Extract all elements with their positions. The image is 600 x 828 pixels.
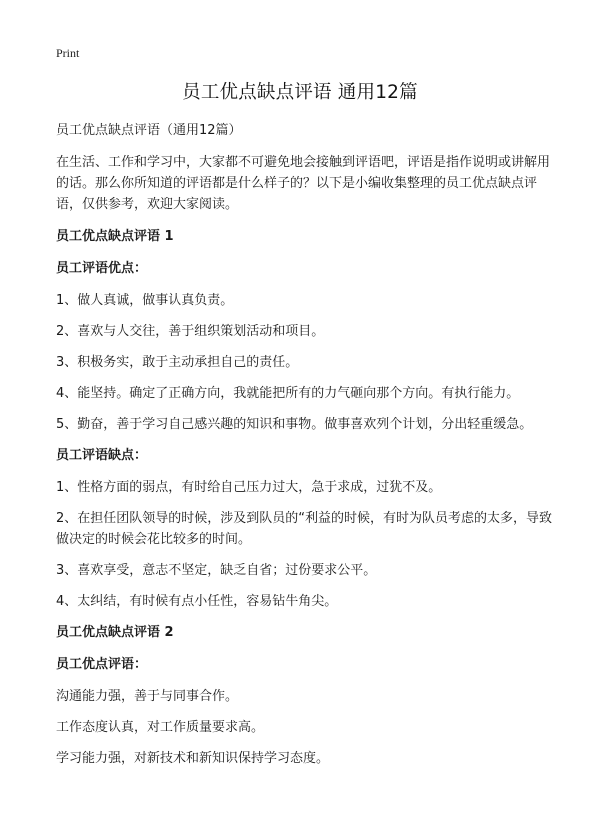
print-link[interactable]: Print [56,46,80,60]
merit-item: 2、喜欢与人交往，善于组织策划活动和项目。 [56,324,325,339]
article-subtitle: 员工优点缺点评语（通用12篇） [56,123,242,138]
merit-item: 5、勤奋，善于学习自己感兴趣的知识和事物。做事喜欢列个计划，分出轻重缓急。 [56,417,533,432]
merit-item: 学习能力强，对新技术和新知识保持学习态度。 [56,751,330,766]
flaw-item: 1、性格方面的弱点，有时给自己压力过大，急于求成，过犹不及。 [56,480,442,495]
section-heading: 员工优点缺点评语 1 [56,229,174,244]
flaw-item: 2、在担任团队领导的时候，涉及到队员的“利益的时候，有时为队员考虑的太多，导致做决定的时候会花比较多的时间。 [56,511,553,547]
merits-heading: 员工评语优点： [56,261,148,276]
merit-item: 工作态度认真，对工作质量要求高。 [56,720,265,735]
section-heading: 员工优点缺点评语 2 [56,625,174,640]
flaw-item: 4、太纠结，有时候有点小任性，容易钻牛角尖。 [56,594,338,609]
merits-heading: 员工优点评语： [56,657,148,672]
merit-item: 3、积极务实，敢于主动承担自己的责任。 [56,355,299,370]
flaws-heading: 员工评语缺点： [56,448,148,463]
flaw-item: 3、喜欢享受，意志不坚定，缺乏自省；过份要求公平。 [56,563,377,578]
intro-paragraph: 在生活、工作和学习中，大家都不可避免地会接触到评语吧，评语是指作说明或讲解用的话。那么你所知道的评语都是什么样子的？以下是小编收集整理的员工优点缺点评语，仅供参考，欢迎大家阅读。 [56,155,551,212]
article-body [56,120,556,779]
merit-item: 4、能坚持。确定了正确方向，我就能把所有的力气砸向那个方向。有执行能力。 [56,386,520,401]
merit-item: 沟通能力强，善于与同事合作。 [56,689,239,704]
page-title: 员工优点缺点评语 通用12篇 [182,82,418,103]
merit-item: 1、做人真诚，做事认真负责。 [56,293,234,308]
